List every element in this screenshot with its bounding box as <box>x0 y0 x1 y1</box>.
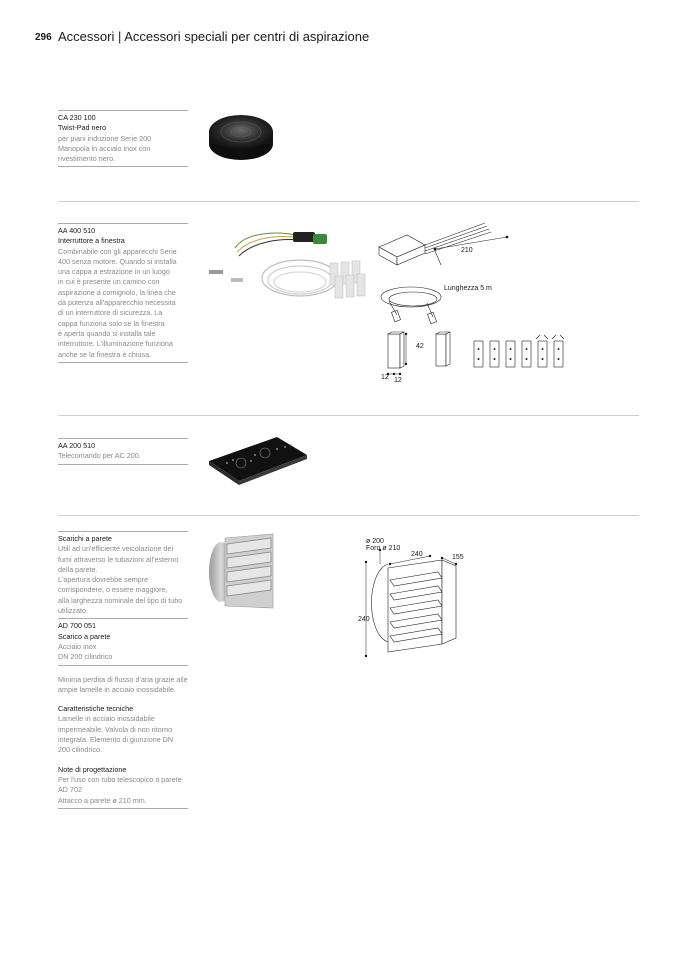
wall-outlets-section <box>58 531 188 809</box>
window-switch-drawing-plates <box>470 335 570 375</box>
tech-text: Lamelle in acciaio inossidabile impermeabile. Valvola di non ritorno integrata. Elemento di giunzione DN 200 cilindrico. <box>58 714 174 755</box>
product-description: Combinabile con gli apparecchi Serie 400 senza motore. Quando si installa una cappa a estrazione in un luogo in cui è presente un camino con aspirazione a comignolo, la linea che dà potenza all'apparecchio necessita di un interruttore di sicurezza. La cappa funziona solo se la finestra è aperta quando si installa tale interruttore. L'illuminazione funziona anche se la finestra è chiusa. <box>58 246 177 359</box>
dimension-label: 12 <box>394 377 402 384</box>
section-divider <box>58 415 639 416</box>
section-title: Scarichi a parete <box>58 534 112 543</box>
product-name: Interruttore a finestra <box>58 236 125 246</box>
product-remote <box>58 438 188 465</box>
tech-title: Caratteristiche tecniche <box>58 704 134 714</box>
page-title: Accessori | Accessori speciali per centri di aspirazione <box>58 29 370 44</box>
product-description: per piani induzione Serie 200 Manopola in acciaio inox con rivestimento nero. <box>58 133 152 164</box>
twist-pad-image <box>205 110 275 165</box>
notes-text: Per l'uso con tubo telescopico a parete AD 702 Attacco a parete ø 210 mm. <box>58 774 182 805</box>
window-switch-drawing-top <box>375 215 520 325</box>
window-switch-drawing-blocks <box>378 330 458 385</box>
dimension-label: ø 200 <box>366 538 384 545</box>
dimension-label: Foro ø 210 <box>366 545 401 552</box>
dimension-label: 155 <box>452 554 464 561</box>
wall-outlet-photo <box>205 532 275 612</box>
page-number: 296 <box>35 32 52 43</box>
product-name: Twist-Pad nero <box>58 123 106 133</box>
product-code: AA 200 510 <box>58 441 96 450</box>
section-intro: Utili ad un'efficiente veicolazione dei fumi attraverso le tubazioni all'esterno della parete. L'apertura dovrebbe sempre corrispondere, o essere maggiore, alla larghezza nominale del tipo di tubo utilizzato. <box>58 544 183 616</box>
product-feature: Minima perdita di flusso d'aria grazie alle ampie lamelle in acciaio inossidabile. <box>58 674 188 694</box>
product-twist-pad <box>58 110 188 167</box>
dimension-label: 42 <box>416 343 424 350</box>
product-description: Telecomando per AC 200. <box>58 451 141 461</box>
product-code: AA 400 510 <box>58 226 96 235</box>
dimension-label: 210 <box>461 247 473 254</box>
dimension-label: 240 <box>411 551 423 558</box>
section-divider <box>58 201 639 202</box>
product-code: AD 700 051 <box>58 621 96 631</box>
dimension-label: 240 <box>358 616 370 623</box>
product-code: CA 230 100 <box>58 113 96 122</box>
product-material: Acciaio inox DN 200 cilindrico <box>58 641 113 662</box>
dimension-label: 12 <box>381 374 389 381</box>
cable-length-label: Lunghezza 5 m <box>444 285 492 292</box>
product-name: Scarico a parete <box>58 631 111 641</box>
remote-control-image <box>205 433 310 488</box>
product-window-switch <box>58 223 188 363</box>
section-divider <box>58 515 639 516</box>
window-switch-photo <box>205 218 375 308</box>
notes-title: Note di progettazione <box>58 764 127 774</box>
